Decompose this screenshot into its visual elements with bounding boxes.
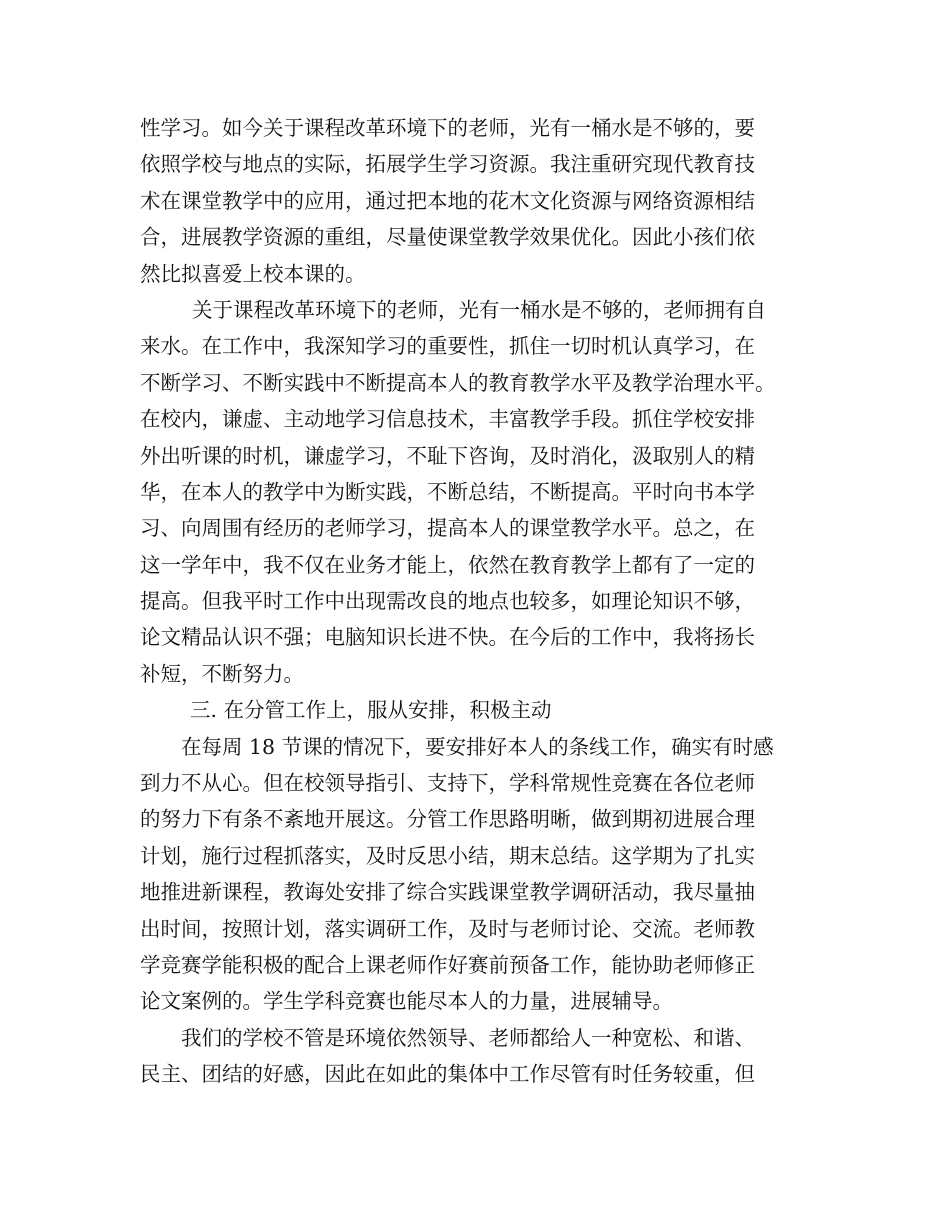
text-line: 依照学校与地点的实际，拓展学生学习资源。我注重研究现代教育技 bbox=[140, 152, 755, 177]
text-line: 性学习。如今关于课程改革环境下的老师，光有一桶水是不够的，要 bbox=[140, 116, 755, 140]
text-line: 术在课堂教学中的应用，通过把本地的花木文化资源与网络资源相结 bbox=[140, 188, 755, 213]
paragraph-start-line: 在每周 18 节课的情况下，要安排好本人的条线工作，确实有时感 bbox=[181, 734, 774, 759]
text-line: 习、向周围有经历的老师学习，提高本人的课堂教学水平。总之，在 bbox=[140, 516, 755, 541]
text-line: 华，在本人的教学中为断实践，不断总结，不断提高。平时向书本学 bbox=[140, 479, 755, 504]
text-line: 出时间，按照计划，落实调研工作，及时与老师讨论、交流。老师教 bbox=[140, 916, 755, 941]
paragraph-start-line: 我们的学校不管是环境依然领导、老师都给人一种宽松、和谐、 bbox=[181, 1025, 755, 1050]
body-text bbox=[140, 110, 820, 1093]
text-line: 补短，不断努力。 bbox=[140, 661, 304, 686]
text-line: 论文案例的。学生学科竞赛也能尽本人的力量，进展辅导。 bbox=[140, 989, 673, 1014]
text-line: 在校内，谦虚、主动地学习信息技术，丰富教学手段。抓住学校安排 bbox=[140, 407, 755, 432]
text-line: 来水。在工作中，我深知学习的重要性，抓住一切时机认真学习，在 bbox=[140, 334, 755, 359]
text-line: 然比拟喜爱上校本课的。 bbox=[140, 261, 366, 286]
section-heading: 三. 在分管工作上，服从安排，积极主动 bbox=[190, 698, 552, 723]
text-line: 合，进展教学资源的重组，尽量使课堂教学效果优化。因此小孩们依 bbox=[140, 225, 755, 250]
text-line: 到力不从心。但在校领导指引、支持下，学科常规性竞赛在各位老师 bbox=[140, 771, 755, 796]
text-line: 的努力下有条不紊地开展这。分管工作思路明晰，做到期初进展合理 bbox=[140, 807, 755, 832]
paragraph-start-line: 关于课程改革环境下的老师，光有一桶水是不够的，老师拥有自 bbox=[192, 297, 766, 322]
text-line: 地推进新课程，教诲处安排了综合实践课堂教学调研活动，我尽量抽 bbox=[140, 880, 755, 905]
text-line: 论文精品认识不强；电脑知识长进不快。在今后的工作中，我将扬长 bbox=[140, 625, 755, 650]
text-line: 学竞赛学能积极的配合上课老师作好赛前预备工作，能协助老师修正 bbox=[140, 952, 755, 977]
text-line: 这一学年中，我不仅在业务才能上，依然在教育教学上都有了一定的 bbox=[140, 552, 755, 577]
text-line: 计划，施行过程抓落实，及时反思小结，期末总结。这学期为了扎实 bbox=[140, 843, 755, 868]
text-line: 民主、团结的好感，因此在如此的集体中工作尽管有时任务较重，但 bbox=[140, 1062, 755, 1087]
text-line: 提高。但我平时工作中出现需改良的地点也较多，如理论知识不够， bbox=[140, 589, 755, 614]
text-line: 不断学习、不断实践中不断提高本人的教育教学水平及教学治理水平。 bbox=[140, 370, 776, 395]
text-line: 外出听课的时机，谦虚学习，不耻下咨询，及时消化，汲取别人的精 bbox=[140, 443, 755, 468]
